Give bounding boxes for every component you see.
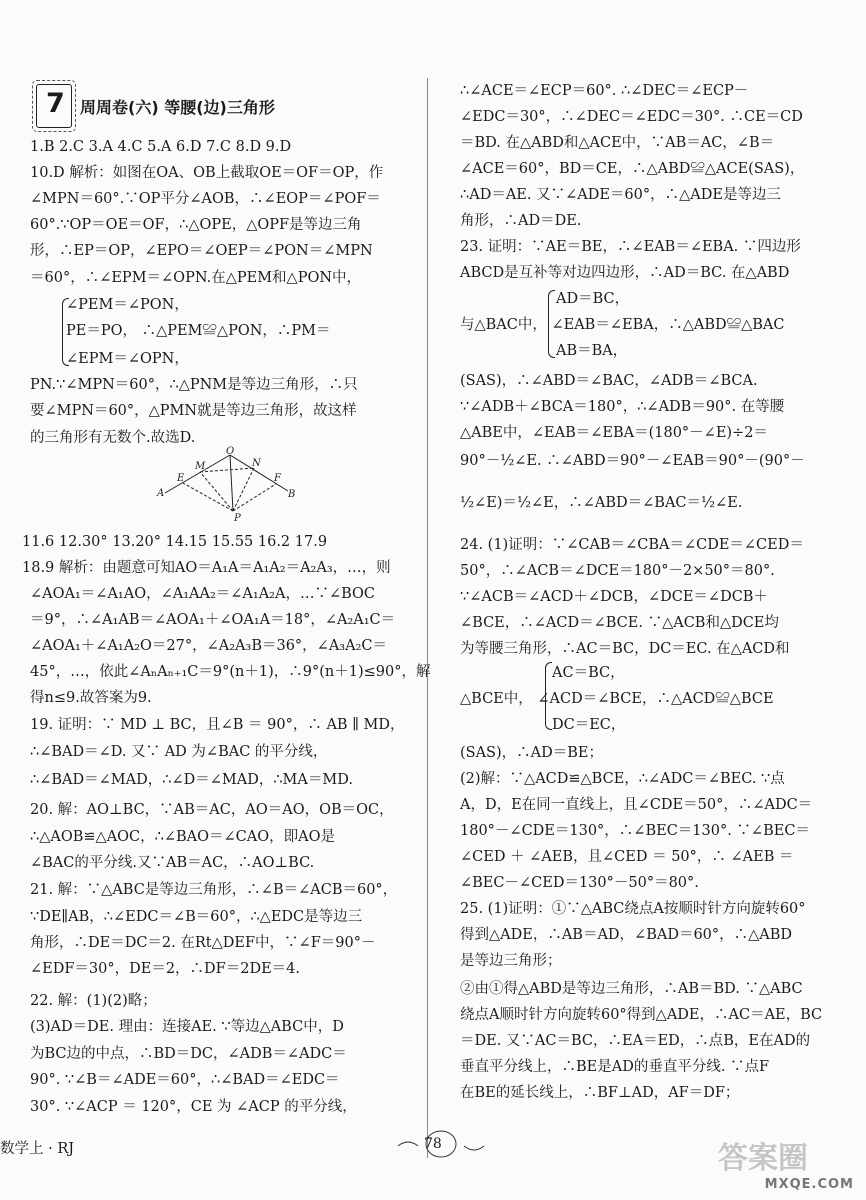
text-line: (2)解：∵△ACD≌△BCE，∴∠ADC＝∠BEC. ∵点 [460, 771, 785, 787]
text-line: PN.∵∠MPN＝60°，∴△PNM是等边三角形，∴只 [30, 377, 358, 393]
segment-pf [233, 484, 276, 511]
segment-op [230, 455, 233, 511]
text-line: ∠EDF＝30°，DE＝2，∴DF＝2DE＝4. [30, 961, 301, 977]
text-line: 24. (1)证明：∵∠CAB＝∠CBA＝∠CDE＝∠CED＝ [460, 537, 804, 553]
label-b: B [288, 489, 296, 500]
text-line: ∴AD＝AE. 又∵∠ADE＝60°，∴△ADE是等边三 [460, 187, 781, 203]
text-line: 90°－½∠E. ∴∠ABD＝90°－∠EAB＝90°－(90°－ [460, 453, 805, 469]
text-line: ∠BEC－∠CED＝130°－50°＝80°. [460, 875, 699, 891]
text-line: ∠AOA₁＝∠A₁AO，∠A₁AA₂＝∠A₁A₂A，…∵∠BOC [30, 586, 376, 602]
page-number: 78 [424, 1136, 442, 1152]
segment-pe [183, 483, 233, 511]
text-line: ∠BCE，∴∠ACD＝∠BCE. ∵△ACB和△DCE均 [460, 615, 779, 631]
text-line: ∠EPM＝∠OPN， [66, 351, 189, 367]
text-line: 60°.∵OP＝OE＝OF，∴△OPE，△OPF是等边三角 [30, 217, 362, 233]
column-divider [427, 78, 428, 1158]
text-line: DC＝EC， [552, 717, 626, 733]
text-line: ＝DE. 又∵AC＝BC，∴EA＝ED，∴点B，E在AD的 [460, 1033, 811, 1049]
text-line: ∴∠ACE＝∠ECP＝60°. ∴∠DEC＝∠ECP－ [460, 83, 749, 99]
label-o: O [226, 446, 235, 457]
text-line: ∠MPN＝60°.∵OP平分∠AOB，∴∠EOP＝∠POF＝ [30, 191, 381, 207]
text-line: ＝BD. 在△ABD和△ACE中，∵AB＝AC，∠B＝ [460, 135, 775, 151]
label-f: F [274, 473, 281, 484]
text-line: 为BC边的中点，∴BD＝DC，∠ADB＝∠ADC＝ [30, 1046, 347, 1062]
text-line: ∠BAC的平分线.又∵AB＝AC，∴AO⊥BC. [30, 855, 315, 871]
text-line: ∵∠ACB＝∠ACD＋∠DCB，∠DCE＝∠DCB＋ [460, 589, 768, 605]
text-line: 1.B 2.C 3.A 4.C 5.A 6.D 7.C 8.D 9.D [30, 139, 292, 155]
text-line: 角形，∴DE＝DC＝2. 在Rt△DEF中，∵∠F＝90°－ [30, 935, 376, 951]
text-line: ＝60°，∴∠EPM＝∠OPN.在△PEM和△PON中， [30, 270, 362, 286]
text-line: ＝9°，∴∠A₁AB＝∠AOA₁＋∠OA₁A＝18°，∠A₂A₁C＝ [30, 612, 396, 628]
text-line: ∴△AOB≌△AOC，∴∠BAO＝∠CAO，即AO是 [30, 829, 335, 845]
text-line: 在BE的延长线上，∴BF⊥AD，AF＝DF； [460, 1085, 740, 1101]
text-line: 绕点A顺时针方向旋转60°得到△ADE，∴AC＝AE，BC [460, 1007, 823, 1023]
text-line: 是等边三角形； [460, 953, 562, 969]
text-line: 50°，∴∠ACB＝∠DCE＝180°－2×50°＝80°. [460, 563, 775, 579]
text-line: 25. (1)证明：①∵△ABC绕点A按顺时针方向旋转60° [460, 901, 806, 917]
watermark-text: MXQE.COM [764, 1177, 854, 1192]
text-line: ABCD是互补等对边四边形，∴AD＝BC. 在△ABD [460, 265, 790, 281]
text-line: 得到△ADE，∴AB＝AD，∠BAD＝60°，∴△ABD [460, 927, 793, 943]
text-line: 45°，…，依此∠AₙAₙ₊₁C＝9°(n＋1)，∴9°(n＋1)≤90°，解 [30, 664, 431, 680]
text-line: 22. 解：(1)(2)略； [30, 993, 157, 1009]
text-line: ∴∠BAD＝∠MAD，∴∠D＝∠MAD，∴MA＝MD. [30, 772, 353, 788]
label-p: P [234, 513, 241, 524]
text-line: 与△BAC中， ∠EAB＝∠EBA，∴△ABD≌△BAC [460, 317, 785, 333]
text-line: ∵∠ADB＋∠BCA＝180°，∴∠ADB＝90°. 在等腰 [460, 399, 785, 415]
text-line: ∠ACE＝60°，BD＝CE，∴△ABD≌△ACE(SAS)， [460, 161, 805, 177]
text-line: ∠PEM＝∠PON， [66, 297, 189, 313]
segment-pm [200, 472, 233, 511]
text-line: 垂直平分线上，∴BE是AD的垂直平分线. ∵点F [460, 1059, 770, 1075]
text-line: AC＝BC， [552, 665, 625, 681]
label-n: N [252, 458, 261, 469]
text-line: 11.6 12.30° 13.20° 14.15 15.55 16.2 17.9 [22, 534, 328, 550]
text-line: ∠EDC＝30°，∴∠DEC＝∠EDC＝30°. ∴CE＝CD [460, 109, 803, 125]
text-line: 要∠MPN＝60°，△PMN就是等边三角形，故这样 [30, 403, 357, 419]
text-line: 20. 解：AO⊥BC，∵AB＝AC，AO＝AO，OB＝OC， [30, 802, 394, 818]
text-line: (SAS)，∴∠ABD＝∠BAC，∠ADB＝∠BCA. [460, 373, 758, 389]
text-line: 19. 证明：∵ MD ⊥ BC，且∠B ＝ 90°，∴ AB ∥ MD， [30, 717, 405, 733]
text-line: ∠CED ＋ ∠AEB，且∠CED ＝ 50°，∴ ∠AEB ＝ [460, 849, 794, 865]
svg-text:答案圈: 答案圈 [718, 1141, 808, 1176]
text-line: PE＝PO， ∴△PEM≌△PON，∴PM＝ [66, 323, 331, 339]
text-line: 为等腰三角形，∴AC＝BC，DC＝EC. 在△ACD和 [460, 641, 790, 657]
section-title: 周周卷(六) 等腰(边)三角形 [80, 98, 275, 117]
text-line: ∵DE∥AB，∴∠EDC＝∠B＝60°，∴△EDC是等边三 [30, 909, 363, 925]
text-line: 得n≤9.故答案为9. [30, 690, 152, 706]
text-line: AD＝BC， [556, 291, 630, 307]
text-line: 的三角形有无数个.故选D. [30, 430, 196, 446]
text-line: 角形，∴AD＝DE. [460, 213, 582, 229]
footer-subject: 数学上 · RJ [0, 1141, 75, 1157]
text-line: △ABE中，∠EAB＝∠EBA＝(180°－∠E)÷2＝ [460, 425, 768, 441]
text-line: 30°. ∵∠ACP ＝ 120°，CE 为 ∠ACP 的平分线， [30, 1099, 357, 1115]
text-line: (SAS)，∴AD＝BE； [460, 745, 603, 761]
text-line: 90°. ∵∠B＝∠ADE＝60°，∴∠BAD＝∠EDC＝ [30, 1072, 340, 1088]
text-line: A，D，E在同一直线上，且∠CDE＝50°，∴∠ADC＝ [460, 797, 813, 813]
label-a: A [157, 488, 165, 499]
text-line: ②由①得△ABD是等边三角形，∴AB＝BD. ∵△ABC [460, 981, 803, 997]
text-line: 21. 解：∵△ABC是等边三角形，∴∠B＝∠ACB＝60°， [30, 882, 398, 898]
label-e: E [177, 473, 185, 484]
text-line: (3)AD＝DE. 理由：连接AE. ∵等边△ABC中，D [30, 1019, 344, 1035]
text-line: ∠AOA₁＋∠A₁A₂O＝27°，∠A₂A₃B＝36°，∠A₃A₂C＝ [30, 638, 387, 654]
segment-mn [200, 468, 254, 472]
section-number: 7 [46, 88, 65, 119]
text-line: ½∠E)＝½∠E，∴∠ABD＝∠BAC＝½∠E. [460, 495, 743, 511]
label-m: M [195, 461, 206, 472]
text-line: 180°－∠CDE＝130°，∴∠BEC＝130°. ∵∠BEC＝ [460, 823, 810, 839]
text-line: ∴∠BAD＝∠D. 又∵ AD 为∠BAC 的平分线， [30, 744, 328, 760]
text-line: 形，∴EP＝OP，∠EPO＝∠OEP＝∠PON＝∠MPN [30, 243, 373, 259]
geometry-figure [150, 445, 310, 525]
text-line: △BCE中， ∠ACD＝∠BCE，∴△ACD≌△BCE [460, 691, 774, 707]
text-line: 23. 证明：∵AE＝BE，∴∠EAB＝∠EBA. ∵四边形 [460, 239, 801, 255]
text-line: AB＝BA， [556, 343, 628, 359]
text-line: 18.9 解析：由题意可知AO＝A₁A＝A₁A₂＝A₂A₃，…，则 [22, 560, 391, 576]
text-line: 10.D 解析：如图在OA、OB上截取OE＝OF＝OP，作 [30, 165, 384, 181]
